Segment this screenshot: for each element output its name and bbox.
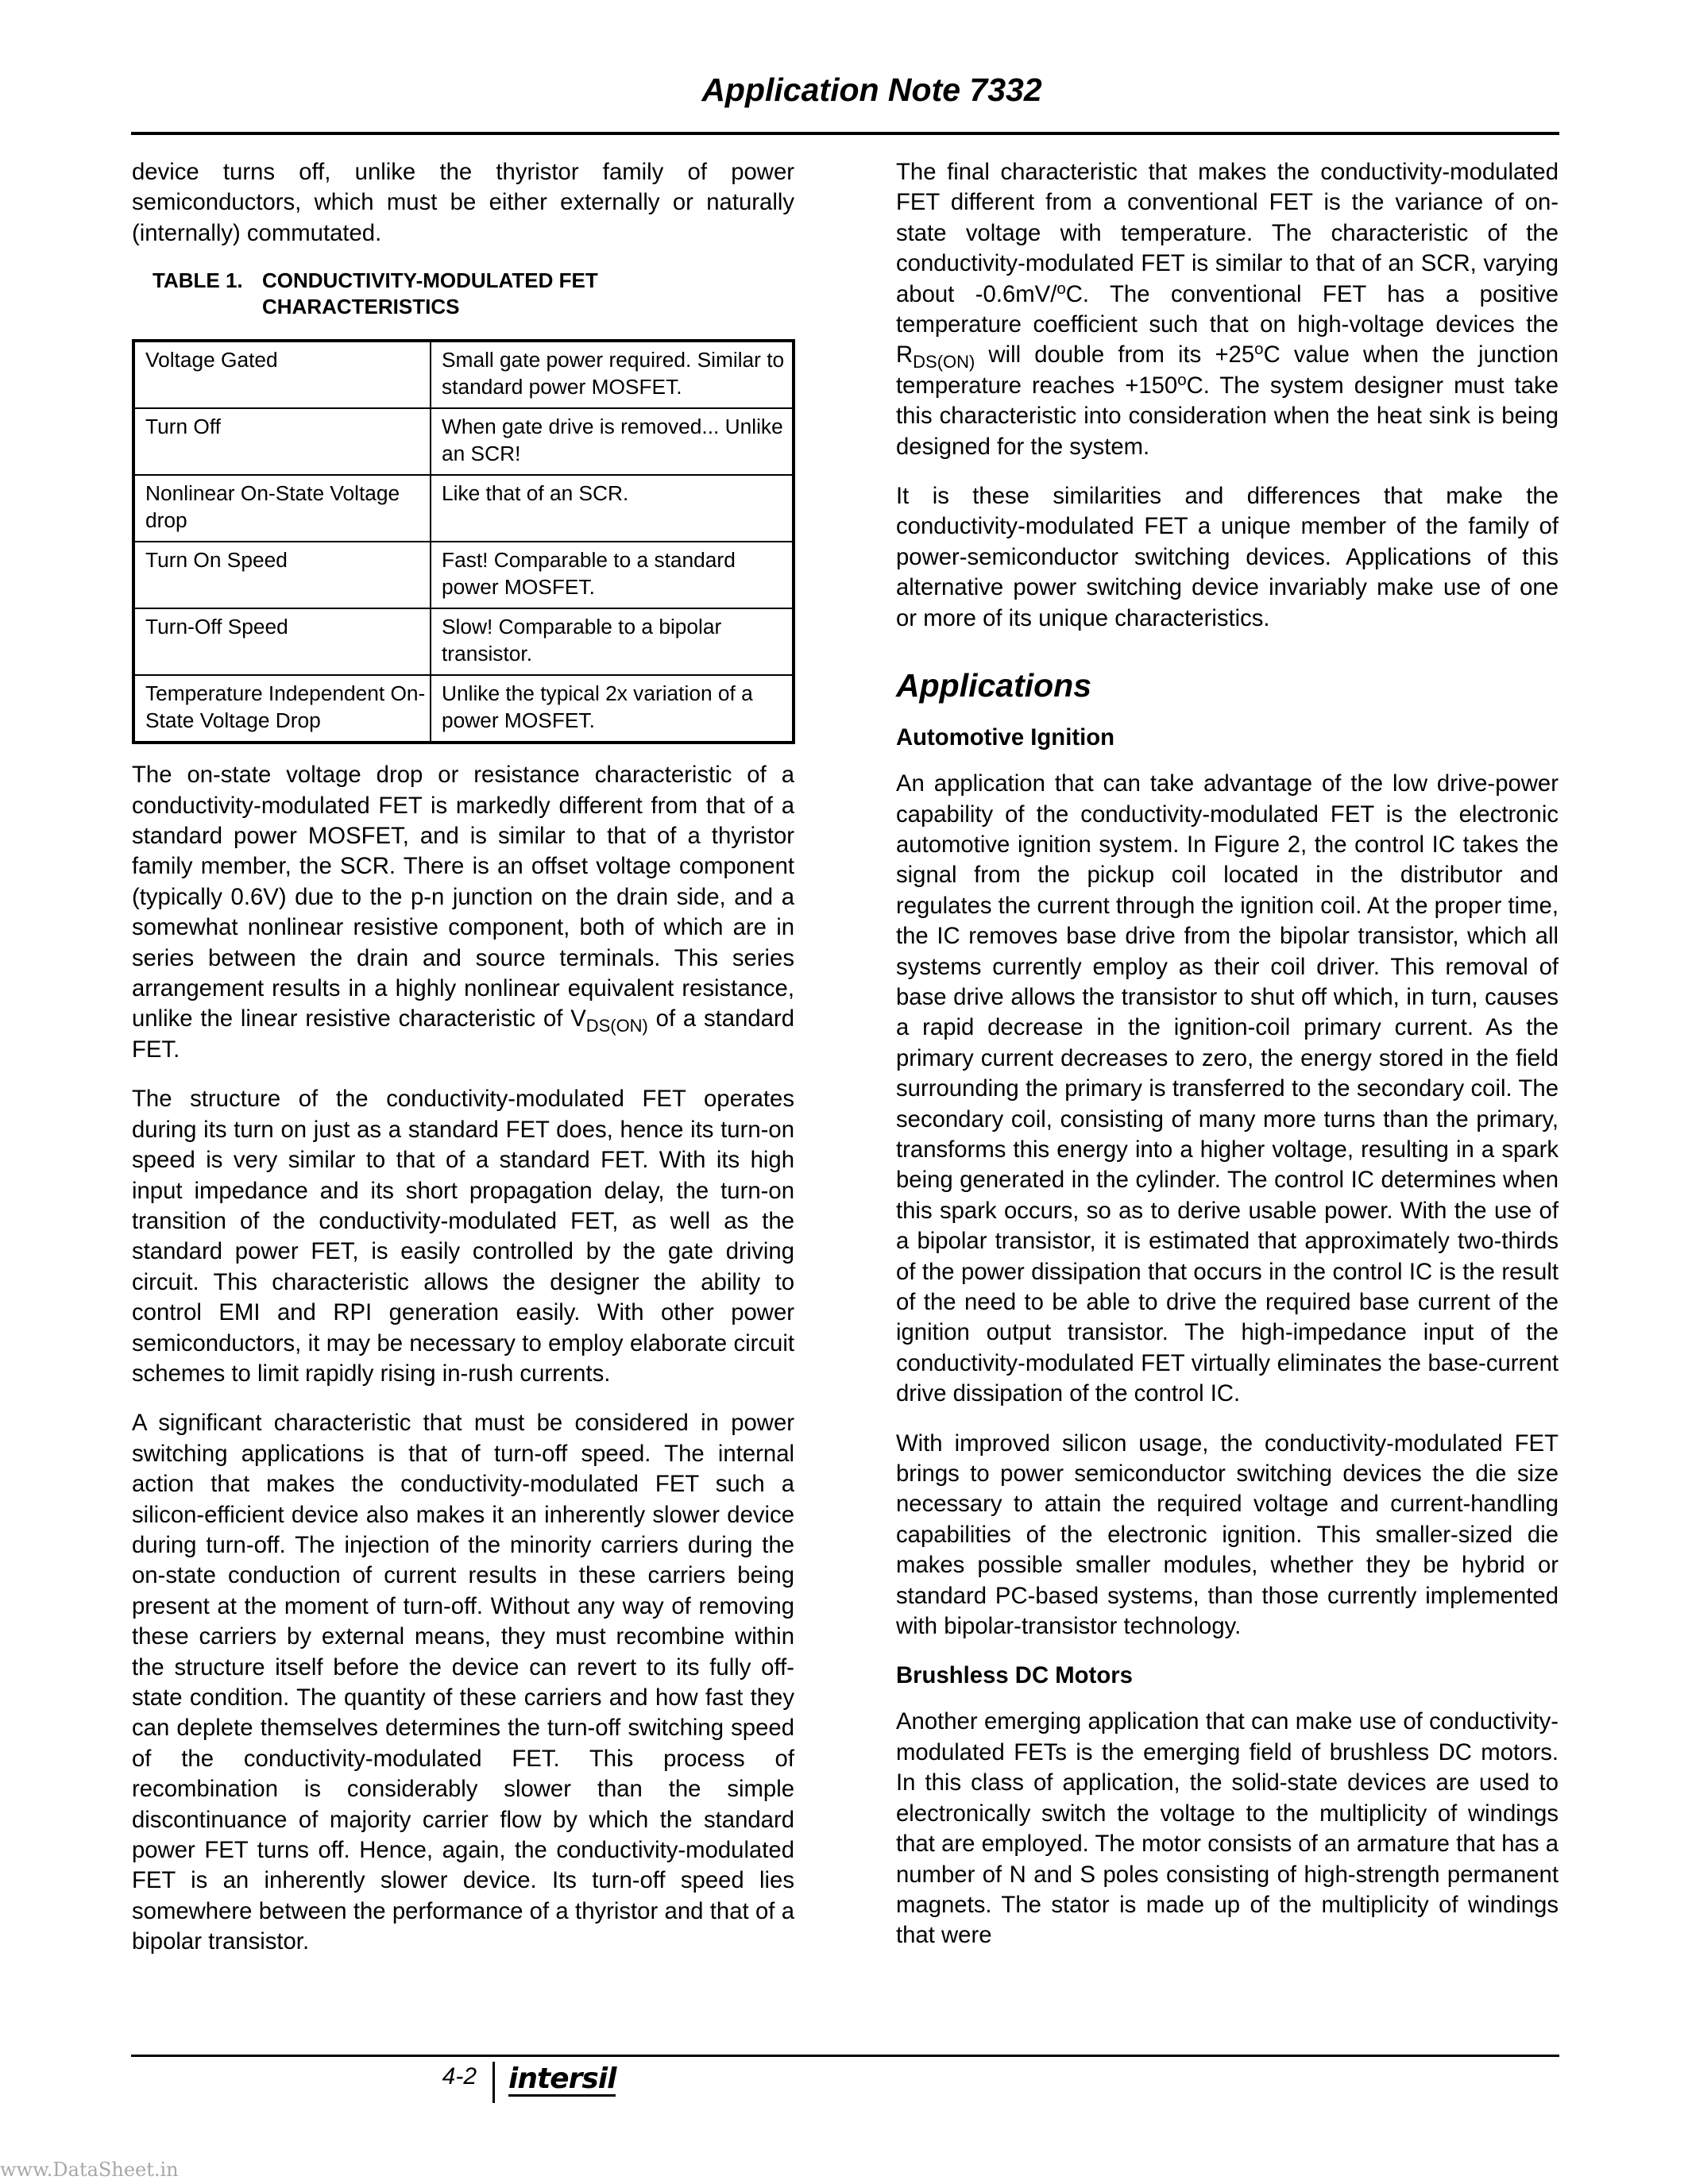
table-row bbox=[133, 542, 794, 608]
table-caption-line2: CHARACTERISTICS bbox=[262, 295, 460, 319]
page-number: 4-2 bbox=[442, 2063, 477, 2089]
table-cell-description: Like that of an SCR. bbox=[431, 475, 794, 542]
watermark: www.DataSheet.in bbox=[0, 2159, 179, 2181]
table-cell-label: Voltage Gated bbox=[133, 341, 431, 408]
paragraph-on-state-voltage: The on-state voltage drop or resistance characteristic of a conductivity-modulated FET is markedly different from that of a standard power MOSFET, and is similar to that of a thyristor family member, the SCR. There is an offset voltage component (typically 0.6V) due to the p-n junction on the drain side, and a somewhat nonlinear resistive component, both of which are in series between the drain and source terminals. This series arrangement results in a highly nonlinear equivalent resistance, unlike the linear resistive characteristic of $V_{DS(ON)}$ of a standard FET. bbox=[132, 762, 794, 1063]
table-row bbox=[133, 608, 794, 675]
table-cell-description: Slow! Comparable to a bipolar transistor. bbox=[431, 608, 794, 675]
table-caption bbox=[153, 268, 794, 320]
characteristics-table bbox=[132, 339, 795, 744]
header-rule bbox=[131, 132, 1559, 135]
paragraph-turn-on: The structure of the conductivity-modulated FET operates during its turn on just as a standard FET does, hence its turn-on speed is very similar to that of a standard FET. With its high input impedance and its short propagation delay, the turn-on transition of the conductivity-modulated FET, as well as the standard power FET, is easily controlled by the gate driving circuit. This characteristic allows the designer the ability to control EMI and RPI generation easily. With other power semiconductors, it may be necessary to employ elaborate circuit schemes to limit rapidly rising in-rush currents. bbox=[132, 1086, 794, 1387]
table-caption-line1: CONDUCTIVITY-MODULATED FET bbox=[262, 268, 598, 293]
table-cell-label: Turn Off bbox=[133, 408, 431, 475]
paragraph-similarities: It is these similarities and differences that make the conductivity-modulated FET a unique member of the family of power-semiconductor switching devices. Applications of this alternative power switching device invariably make use of one or more of its unique characteristics. bbox=[896, 483, 1559, 631]
paragraph-brushless: Another emerging application that can make use of conductivity-modulated FETs is the emerging field of brushless DC motors. In this class of application, the solid-state devices are used to electronically switch the voltage to the multiplicity of windings that are employed. The motor consists of an armature that has a number of N and S poles consisting of high-strength permanent magnets. The stator is made up of the multiplicity of windings that were bbox=[896, 1708, 1559, 1949]
table-caption-number: TABLE 1. bbox=[153, 268, 243, 293]
table-cell-label: Turn-Off Speed bbox=[133, 608, 431, 675]
table-row bbox=[133, 475, 794, 542]
footer-rule bbox=[131, 2055, 1559, 2057]
paragraph-intro: device turns off, unlike the thyristor family of power semiconductors, which must be either externally or naturally (internally) commutated. bbox=[132, 159, 794, 246]
page-header-title: Application Note 7332 bbox=[701, 71, 1042, 108]
brushless-dc-motors-heading: Brushless DC Motors bbox=[896, 1662, 1133, 1689]
subscript-ds-on: DS(ON) bbox=[585, 1016, 648, 1036]
footer-divider bbox=[492, 2062, 495, 2103]
paragraph-temperature: The final characteristic that makes the conductivity-modulated FET different from a conventional FET is the variance of on-state voltage with temperature. The characteristic of the conductivity-modulated FET is similar to that of an SCR, varying about -0.6mV/$^o$C. The conventional FET has a positive temperature coefficient such that on high-voltage devices the $R_{DS(ON)}$ will double from its $+25^oC$ value when the junction temperature reaches $+150^oC$. The system designer must take this characteristic into consideration when the heat sink is being designed for the system. bbox=[896, 159, 1559, 460]
table-row bbox=[133, 675, 794, 743]
degree-superscript: o bbox=[1254, 340, 1264, 359]
intersil-logo: intersil bbox=[508, 2062, 616, 2095]
table-row bbox=[133, 408, 794, 475]
automotive-ignition-heading: Automotive Ignition bbox=[896, 724, 1115, 751]
table-row bbox=[133, 341, 794, 408]
paragraph-ignition: An application that can take advantage of the low drive-power capability of the conductivity-modulated FET is the electronic automotive ignition system. In Figure 2, the control IC takes the signal from the pickup coil located in the distributor and regulates the current through the ignition coil. At the proper time, the IC removes base drive from the bipolar transistor, which all systems currently employ as their coil driver. This removal of base drive allows the transistor to shut off which, in turn, causes a rapid decrease in the ignition-coil primary current. As the primary current decreases to zero, the energy stored in the field surrounding the primary is transferred to the secondary coil. The secondary coil, consisting of many more turns than the primary, transforms this energy into a higher voltage, resulting in a spark being generated in the cylinder. The control IC determines when this spark occurs, so as to derive usable power. With the use of a bipolar transistor, it is estimated that approximately two-thirds of the power dissipation that occurs in the control IC is the result of the need to be able to drive the required base current of the ignition output transistor. The high-impedance input of the conductivity-modulated FET virtually eliminates the base-current drive dissipation of the control IC. bbox=[896, 770, 1559, 1407]
degree-superscript: o bbox=[1056, 279, 1066, 298]
table-cell-label: Nonlinear On-State Voltage drop bbox=[133, 475, 431, 542]
paragraph-turn-off: A significant characteristic that must be considered in power switching applications is that of turn-off speed. The internal action that makes the conductivity-modulated FET such a silicon-efficient device also makes it an inherently slower device during turn-off. The injection of the minority carriers during the on-state conduction of current results in these carriers being present at the moment of turn-off. Without any way of removing these carriers by external means, they must recombine within the structure itself before the device can revert to its fully off-state condition. The quantity of these carriers and how fast they can deplete themselves determines the turn-off switching speed of the conductivity-modulated FET. This process of recombination is considerably slower than the simple discontinuance of majority carrier flow by which the standard power FET turns off. Hence, again, the conductivity-modulated FET is an inherently slower device. Its turn-off speed lies somewhere between the performance of a thyristor and that of a bipolar transistor. bbox=[132, 1410, 794, 1955]
degree-superscript: o bbox=[1177, 371, 1187, 389]
paragraph-silicon-usage: With improved silicon usage, the conductivity-modulated FET brings to power semiconductor switching devices the die size necessary to attain the required voltage and current-handling capabilities of the electronic ignition. This smaller-sized die makes possible smaller modules, whether they be hybrid or standard PC-based systems, than those currently implemented with bipolar-transistor technology. bbox=[896, 1430, 1559, 1640]
table-cell-description: Fast! Comparable to a standard power MOSFET. bbox=[431, 542, 794, 608]
subscript-ds-on: DS(ON) bbox=[913, 352, 975, 372]
table-cell-description: Unlike the typical 2x variation of a power MOSFET. bbox=[431, 675, 794, 743]
table-cell-description: Small gate power required. Similar to standard power MOSFET. bbox=[431, 341, 794, 408]
table-cell-label: Temperature Independent On-State Voltage Drop bbox=[133, 675, 431, 743]
applications-heading: Applications bbox=[896, 667, 1092, 704]
table-cell-label: Turn On Speed bbox=[133, 542, 431, 608]
table-cell-description: When gate drive is removed... Unlike an SCR! bbox=[431, 408, 794, 475]
right-column bbox=[896, 157, 1559, 1970]
left-column bbox=[132, 157, 794, 1977]
